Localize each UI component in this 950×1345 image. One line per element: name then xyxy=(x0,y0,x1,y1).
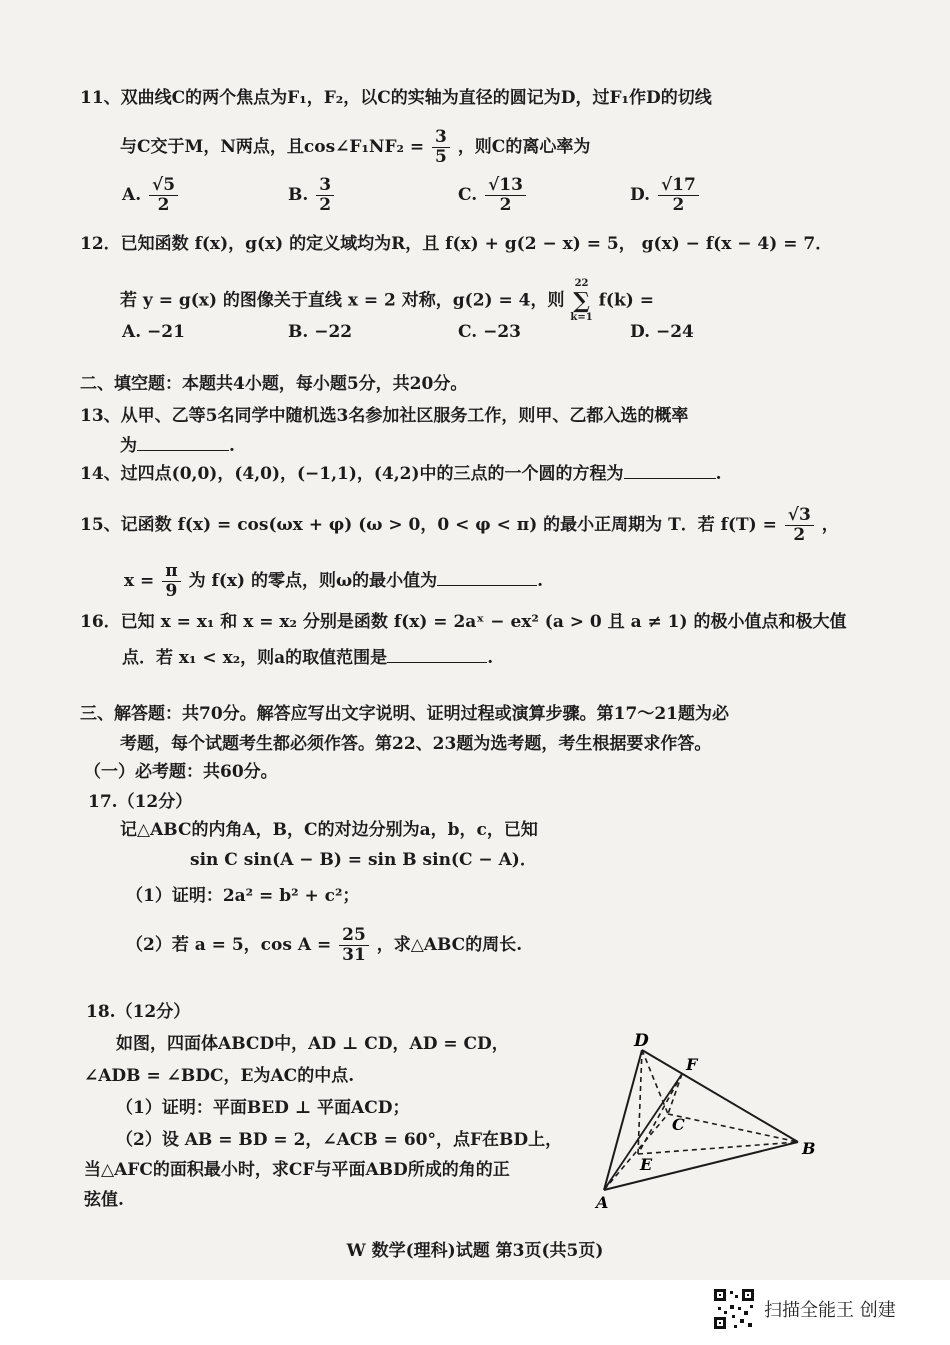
option-label: D. xyxy=(630,322,651,342)
q18-part2: （2）设 AB = BD = 2，∠ACB = 60°，点F在BD上， xyxy=(116,1130,563,1150)
frac-denominator: 31 xyxy=(342,945,366,965)
q12-line2-pre: 若 y = g(x) 的图像关于直线 x = 2 对称，g(2) = 4，则 xyxy=(120,290,565,311)
q12-option-d xyxy=(630,322,694,342)
frac-denominator: 2 xyxy=(793,525,806,545)
option-label: C. xyxy=(458,185,478,205)
frac-numerator: 25 xyxy=(339,926,369,946)
q12-line2-post: f(k) = xyxy=(598,290,654,311)
q15-line2-mid: 为 f(x) 的零点，则ω的最小值为 xyxy=(188,571,438,591)
frac-numerator: 3 xyxy=(432,128,450,148)
section-2-heading: 二、填空题：本题共4小题，每小题5分，共20分。 xyxy=(80,374,468,394)
q14-line xyxy=(80,460,721,486)
label-c: C xyxy=(672,1115,685,1134)
frac-denominator: 2 xyxy=(672,195,685,215)
summation xyxy=(570,278,592,324)
sum-upper: 22 xyxy=(574,278,589,289)
q11-option-c xyxy=(458,176,528,215)
q11-line2 xyxy=(120,128,590,167)
label-f: F xyxy=(686,1055,698,1074)
q13-line1: 13、从甲、乙等5名同学中随机选3名参加社区服务工作，则甲、乙都入选的概率 xyxy=(80,406,689,426)
option-label: D. xyxy=(630,185,651,205)
q18-heading: 18.（12分） xyxy=(86,1002,191,1022)
q17-part2-post: ，求△ABC的周长. xyxy=(376,935,523,955)
option-label: B. xyxy=(288,185,309,205)
q15-line1 xyxy=(80,506,839,545)
q11-option-b xyxy=(288,176,336,215)
label-d: D xyxy=(634,1031,649,1051)
q17-part1: （1）证明：2a² = b² + c²； xyxy=(126,886,360,906)
answer-blank xyxy=(137,432,229,451)
q12-line2 xyxy=(120,278,654,324)
section-3-line2: 考题，每个试题考生都必须作答。第22、23题为选考题，考生根据要求作答。 xyxy=(120,734,712,754)
segment-fc xyxy=(668,1074,682,1114)
q15-line1-pre: 15、记函数 f(x) = cos(ωx + φ) (ω > 0，0 < φ < π) 的最小正周期为 T．若 f(T) = xyxy=(80,515,777,535)
answer-blank xyxy=(624,460,716,479)
frac-denominator: 2 xyxy=(319,195,332,215)
frac-numerator: √17 xyxy=(658,176,699,196)
frac-denominator: 2 xyxy=(499,195,512,215)
qr-code-icon xyxy=(712,1287,756,1331)
frac-numerator: √13 xyxy=(485,176,526,196)
q17-part2 xyxy=(126,926,522,965)
q11-line2-post: ，则C的离心率为 xyxy=(457,137,591,157)
answer-blank xyxy=(387,644,487,663)
frac-numerator: 3 xyxy=(316,176,334,196)
scanner-text: 扫描全能王 创建 xyxy=(764,1300,896,1321)
q14-text: 14、过四点(0,0)，(4,0)，(−1,1)，(4,2)中的三点的一个圆的方程为 xyxy=(80,464,624,484)
q18-line5: 当△AFC的面积最小时，求CF与平面ABD所成的角的正 xyxy=(84,1160,510,1180)
frac-numerator: √3 xyxy=(785,506,814,526)
q18-part1: （1）证明：平面BED ⊥ 平面ACD； xyxy=(116,1098,410,1118)
q18-line2: ∠ADB = ∠BDC，E为AC的中点. xyxy=(84,1066,355,1086)
q17-heading: 17.（12分） xyxy=(88,792,193,812)
q11-option-d xyxy=(630,176,701,215)
q16-line1: 16．已知 x = x₁ 和 x = x₂ 分别是函数 f(x) = 2aˣ − ex² (a > 0 且 a ≠ 1) 的极小值点和极大值 xyxy=(80,612,847,632)
q17-line2: sin C sin(A − B) = sin B sin(C − A)． xyxy=(190,850,537,870)
scanner-watermark xyxy=(712,1287,896,1331)
option-label: C. xyxy=(458,322,478,342)
q13-line2 xyxy=(120,432,235,458)
edge-da xyxy=(604,1050,642,1190)
q13-line2-pre: 为 xyxy=(120,436,137,456)
option-label: B. xyxy=(288,322,309,342)
frac-denominator: 5 xyxy=(435,147,447,167)
q16-line2 xyxy=(122,644,493,670)
segment-fe xyxy=(638,1074,682,1154)
answer-blank xyxy=(437,567,537,586)
tetrahedron-figure xyxy=(590,1030,830,1210)
sum-lower: k=1 xyxy=(570,312,593,323)
frac-denominator: 2 xyxy=(157,195,170,215)
q16-line2-post: . xyxy=(487,648,494,668)
q18-line1: 如图，四面体ABCD中，AD ⊥ CD，AD = CD， xyxy=(116,1034,509,1054)
q11-option-a xyxy=(122,176,180,215)
edge-db xyxy=(642,1050,798,1142)
q16-line2-pre: 点．若 x₁ < x₂，则a的取值范围是 xyxy=(122,648,388,668)
q15-line2-pre: x = xyxy=(124,571,155,591)
page-footer: W 数学(理科)试题 第3页(共5页) xyxy=(346,1241,604,1261)
option-text: −22 xyxy=(314,322,353,342)
option-text: −23 xyxy=(483,322,521,342)
q17-line1: 记△ABC的内角A，B，C的对边分别为a，b，c，已知 xyxy=(120,820,538,840)
edge-dc xyxy=(642,1050,668,1114)
q15-line2 xyxy=(124,562,543,601)
sum-sign: ∑ xyxy=(573,288,590,314)
q11-line2-pre: 与C交于M，N两点，且cos∠F₁NF₂ = xyxy=(120,137,425,157)
frac-denominator: 9 xyxy=(165,581,178,601)
option-label: A. xyxy=(122,185,142,205)
q12-option-b xyxy=(288,322,352,342)
edge-cb xyxy=(668,1114,798,1142)
q15-line1-post: ， xyxy=(821,515,839,535)
label-e: E xyxy=(640,1155,653,1174)
label-b: B xyxy=(802,1139,816,1158)
q17-part2-pre: （2）若 a = 5，cos A = xyxy=(126,935,332,955)
frac-numerator: √5 xyxy=(149,176,178,196)
q12-option-c xyxy=(458,322,521,342)
option-text: −24 xyxy=(655,322,694,342)
q14-post: . xyxy=(715,464,722,484)
q12-line1: 12．已知函数 f(x)，g(x) 的定义域均为R，且 f(x) + g(2 − x) = 5， g(x) − f(x − 4) = 7． xyxy=(80,234,833,254)
q11-line1: 11、双曲线C的两个焦点为F₁，F₂，以C的实轴为直径的圆记为D，过F₁作D的切线 xyxy=(80,88,712,108)
option-text: −21 xyxy=(147,322,185,342)
option-label: A. xyxy=(122,322,142,342)
section-3-line1: 三、解答题：共70分。解答应写出文字说明、证明过程或演算步骤。第17～21题为必 xyxy=(80,704,729,724)
q12-option-a xyxy=(122,322,185,342)
q11-fraction xyxy=(432,128,450,167)
frac-numerator: π xyxy=(162,562,180,582)
q18-line6: 弦值. xyxy=(84,1190,124,1210)
q13-line2-post: . xyxy=(229,436,235,456)
q15-line2-post: . xyxy=(537,571,544,591)
section-3-sub: （一）必考题：共60分。 xyxy=(84,762,278,782)
label-a: A xyxy=(596,1193,609,1210)
